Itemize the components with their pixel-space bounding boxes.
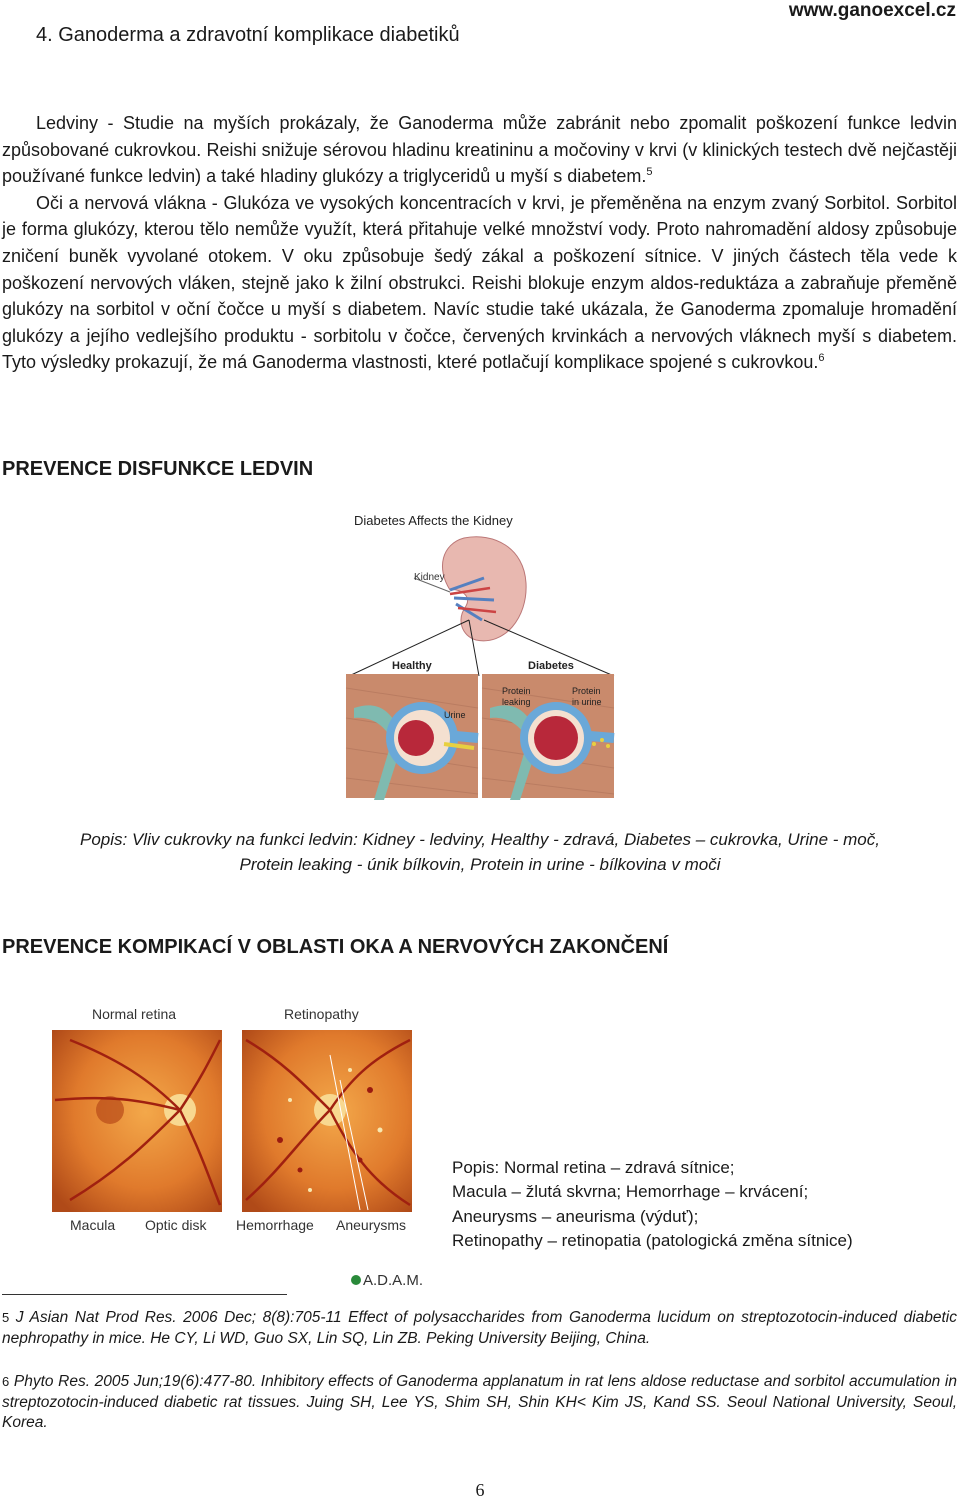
caption-line: Popis: Normal retina – zdravá sítnice; [452, 1158, 735, 1177]
protein-leaking-label-2: leaking [502, 697, 531, 707]
footnote-6 [2, 1372, 957, 1434]
urine-label: Urine [444, 710, 466, 720]
caption-text: - bílkovina v moči [584, 854, 721, 874]
retina-diagram [50, 1000, 440, 1292]
healthy-label: Healthy [392, 660, 432, 672]
section-heading-eye: PREVENCE KOMPIKACÍ V OBLASTI OKA A NERVOVÝCH ZAKONČENÍ [2, 936, 669, 958]
retina-caption [452, 1156, 853, 1254]
caption-text: Protein in urine [470, 854, 585, 874]
kidney-figure-title: Diabetes Affects the Kidney [354, 513, 513, 528]
footnote-number: 5 [2, 1310, 10, 1325]
retinopathy-label: Retinopathy [284, 1006, 359, 1022]
adam-logo-icon [351, 1275, 361, 1285]
chapter-title: 4. Ganoderma a zdravotní komplikace diabetiků [36, 24, 460, 46]
footnote-ref-5[interactable]: 5 [646, 166, 653, 179]
paragraph-eyes-text: Oči a nervová vlákna - Glukóza ve vysokých koncentracích v krvi, je přeměněna na enzym zvaný Sorbitol. Sorbitol je forma glukózy, kterou tělo nemůže využít, která přitahuje velké množství vody. Proto nahromadění aldosy způsobuje zničení buněk vyvolané otokem. V oku způsobuje šedý zákal a poškození sítnice. V jiných částech těla vede k poškození nervových vláken, stejně jako k žilní obstrukci. Reishi blokuje enzym aldos-reduktáza a zabraňuje přeměně glukózy na sorbitol v oční čočce u myší s diabetem. Navíc studie také ukázala, že Ganoderma zpomaluje hromadění glukózy a jejího vedlejšího produktu - sorbitolu v čočce, červených krvinkách a nervových vláknech myší s diabetem. Tyto výsledky prokazují, že má Ganoderma vlastnosti, které potlačují komplikace spojené s cukrovkou. [2, 192, 957, 373]
caption-text: Protein leaking [239, 854, 352, 874]
paragraph-kidney [2, 110, 957, 190]
caption-text: Kidney [362, 830, 415, 849]
protein-leaking-label-1: Protein [502, 686, 531, 696]
paragraph-eyes [2, 190, 957, 376]
caption-text: - moč, [828, 830, 880, 849]
aneurysms-label: Aneurysms [336, 1217, 407, 1233]
diabetes-label: Diabetes [528, 660, 574, 672]
protein-urine-label-2: in urine [572, 697, 602, 707]
footnote-text: J Asian Nat Prod Res. 2006 Dec; 8(8):705-11 Effect of polysaccharides from Ganoderma lucidum on streptozotocin-induced diabetic nephropathy in mice. He CY, Li WD, Guo SX, Lin SQ, Lin ZB. Peking University Beijing, China. [2, 1309, 957, 1347]
body-text [2, 110, 957, 376]
caption-line: Aneurysms – aneurisma (výduť); [452, 1206, 699, 1226]
optic-disk-label: Optic disk [145, 1217, 207, 1233]
hemorrhage-label: Hemorrhage [236, 1217, 314, 1233]
normal-retina-label: Normal retina [92, 1006, 177, 1022]
kidney-caption [0, 828, 960, 877]
protein-urine-label-1: Protein [572, 686, 601, 696]
caption-text: Healthy [490, 830, 549, 849]
macula-label: Macula [70, 1217, 116, 1233]
kidney-diagram [344, 508, 616, 800]
caption-text: - únik bílkovin, [351, 854, 471, 874]
caption-line: Macula – žlutá skvrna; Hemorrhage – krvácení; [452, 1182, 809, 1202]
footnote-5 [2, 1308, 957, 1349]
footnote-separator [2, 1294, 287, 1295]
caption-line: Retinopathy – retinopatia (patologická změna sítnice) [452, 1231, 853, 1251]
caption-text: Popis: Vliv cukrovky na funkci ledvin: [80, 830, 363, 849]
footnote-ref-6[interactable]: 6 [818, 352, 825, 365]
kidney-label: Kidney [414, 572, 445, 583]
adam-logo: A.D.A.M. [363, 1272, 424, 1289]
page-number: 6 [475, 1480, 485, 1500]
caption-text: Urine [787, 830, 829, 849]
website-url[interactable]: www.ganoexcel.cz [788, 0, 956, 21]
paragraph-kidney-text: Ledviny - Studie na myších prokázaly, že Ganoderma může zabránit nebo zpomalit poškození funkce ledvin způsobované cukrovkou. Reishi snižuje sérovou hladinu kreatininu a močoviny v krvi (v klinických testech dvě nejčastěji používané funkce ledvin) a také hladiny glukózy a triglyceridů u myší s diabetem. [2, 113, 957, 187]
caption-text: - zdravá, Diabetes – cukrovka, [548, 830, 788, 849]
normal-retina-image [52, 1030, 222, 1212]
section-heading-kidney: PREVENCE DISFUNKCE LEDVIN [2, 458, 314, 480]
footnote-text: Phyto Res. 2005 Jun;19(6):477-80. Inhibitory effects of Ganoderma applanatum in rat lens aldose reductase and sorbitol accumulation in streptozotocin-induced diabetic rat tissues. Juing SH, Lee YS, Shim SH, Shin KH< Kim JS, Kand SS. Seoul National University, Seoul, Korea. [2, 1373, 957, 1431]
footnote-number: 6 [2, 1374, 10, 1389]
caption-text: - ledviny, [414, 830, 491, 849]
